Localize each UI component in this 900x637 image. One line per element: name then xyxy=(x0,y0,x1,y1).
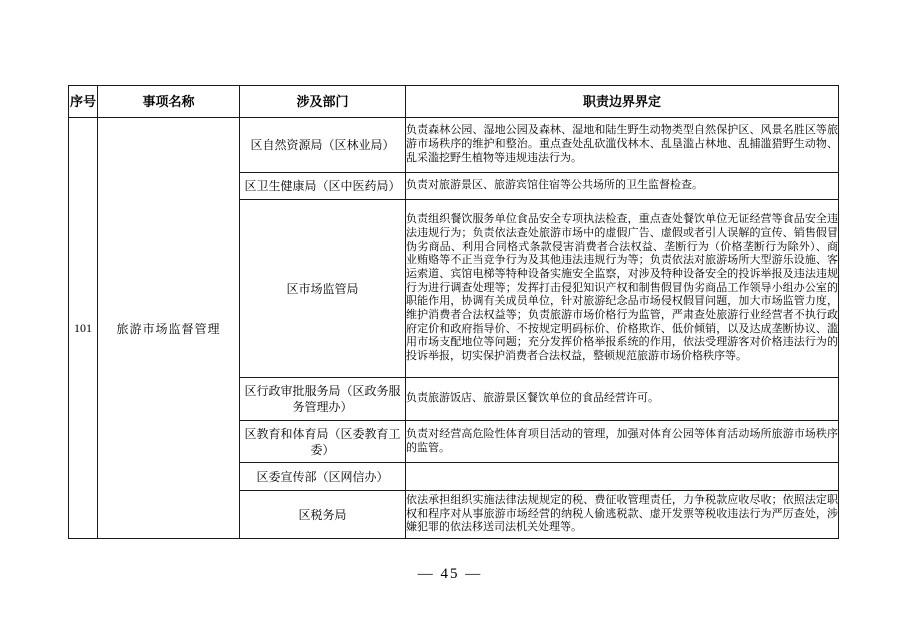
entry-item-name: 旅游市场监督管理 xyxy=(98,118,240,539)
table-header-row xyxy=(69,86,839,118)
department-cell: 区卫生健康局（区中医药局） xyxy=(240,173,406,200)
department-cell: 区自然资源局（区林业局） xyxy=(240,118,406,173)
department-cell: 区市场监管局 xyxy=(240,200,406,378)
entry-index: 101 xyxy=(69,118,98,539)
boundary-cell: 负责对经营高危险性体育项目活动的管理，加强对体育公园等体育活动场所旅游市场秩序的监管。 xyxy=(406,421,839,463)
page-number: — 45 — xyxy=(417,566,483,582)
responsibility-boundary-table xyxy=(68,85,839,539)
department-cell: 区税务局 xyxy=(240,491,406,539)
boundary-cell: 负责组织餐饮服务单位食品安全专项执法检查，重点查处餐饮单位无证经营等食品安全违法违规行为；负责依法查处旅游市场中的虚假广告、虚假或者引人误解的宣传、销售假冒伪劣商品、利用合同格式条款侵害消费者合法权益、垄断行为（价格垄断行为除外）、商业贿赂等不正当竞争行为及其他违法违规行为等；负责依法对旅游场所大型游乐设施、客运索道、宾馆电梯等特种设备实施安全监察，对涉及特种设备安全的投诉举报及违法违规行为进行调查处理等；发挥打击侵犯知识产权和制售假冒伪劣商品工作领导小组办公室的职能作用，协调有关成员单位，针对旅游纪念品市场侵权假冒问题，加大市场监管力度，维护消费者合法权益等；负责旅游市场价格行为监管，严肃查处旅游行业经营者不执行政府定价和政府指导价、不按规定明码标价、价格欺诈、低价倾销，以及达成垄断协议、滥用市场支配地位等问题；充分发挥价格举报系统的作用，依法受理游客对价格违法行为的投诉举报，切实保护消费者合法权益，整顿规范旅游市场价格秩序等。 xyxy=(406,200,839,378)
boundary-cell: 负责旅游饭店、旅游景区餐饮单位的食品经营许可。 xyxy=(406,378,839,421)
boundary-cell: 负责森林公园、湿地公园及森林、湿地和陆生野生动物类型自然保护区、风景名胜区等旅游市场秩序的维护和整治。重点查处乱砍滥伐林木、乱垦滥占林地、乱捕滥猎野生动物、乱采滥挖野生植物等违规违法行为。 xyxy=(406,118,839,173)
department-cell: 区行政审批服务局（区政务服务管理办） xyxy=(240,378,406,421)
header-departments: 涉及部门 xyxy=(240,86,406,118)
department-cell: 区教育和体育局（区委教育工委） xyxy=(240,421,406,463)
boundary-cell: 负责对旅游景区、旅游宾馆住宿等公共场所的卫生监督检查。 xyxy=(406,173,839,200)
department-cell: 区委宣传部（区网信办） xyxy=(240,463,406,491)
header-item-name: 事项名称 xyxy=(98,86,240,118)
table-row xyxy=(69,118,839,173)
boundary-cell xyxy=(406,463,839,491)
boundary-cell: 依法承担组织实施法律法规规定的税、费征收管理责任，力争税款应收尽收；依照法定职权和程序对从事旅游市场经营的纳税人偷逃税款、虚开发票等税收违法行为严厉查处，涉嫌犯罪的依法移送司法机关处理等。 xyxy=(406,491,839,539)
header-boundary: 职责边界界定 xyxy=(406,86,839,118)
header-index: 序号 xyxy=(69,86,98,118)
